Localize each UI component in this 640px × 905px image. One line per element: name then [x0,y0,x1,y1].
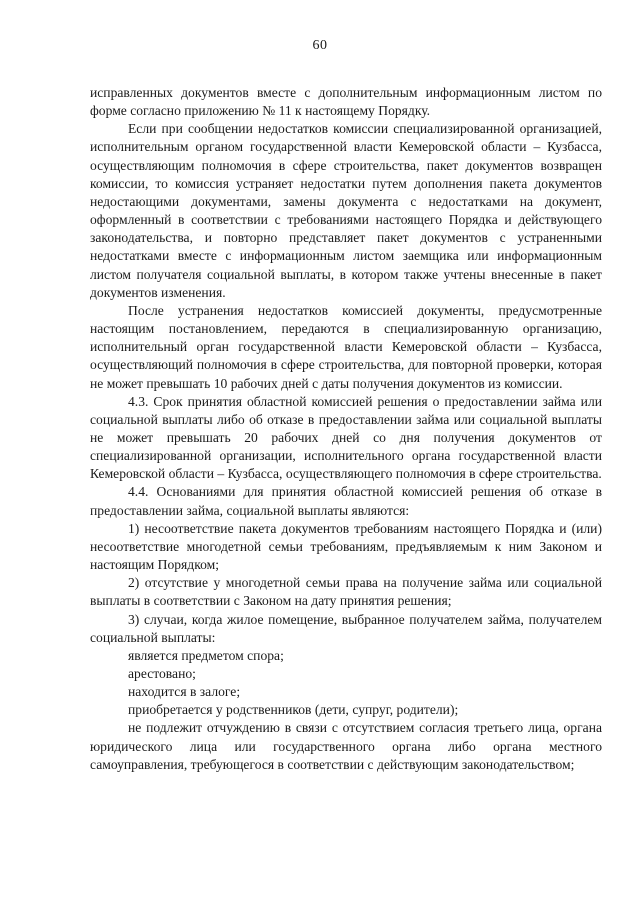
paragraph-4-3: 4.3. Срок принятия областной комиссией решения о предоставлении займа или социальной выплаты либо об отказе в предоставлении займа или социальной выплаты не может превышать 20 рабочих дней со дня получения документов от специализированной организации, исполнительного органа государственной власти Кемеровской области – Кузбасса, осуществляющего полномочия в сфере строительства. [90,393,602,482]
paragraph-return-of-documents: Если при сообщении недостатков комиссии специализированной организацией, исполнительным органом государственной власти Кемеровской области – Кузбасса, осуществляющим полномочия в сфере строительства, пакет документов возвращен комиссии, то комиссия устраняет недостатки путем дополнения пакета документов недостающими документами, замены документа с недостатками на документ, оформленный в соответствии с требованиями настоящего Порядка и действующего законодательства, и повторно представляет пакет документов с устраненными недостатками вместе с информационным листом заемщика или информационным листом получателя социальной выплаты, в котором также учтены внесенные в пакет документов изменения. [90,121,602,300]
paragraph-item-3: 3) случаи, когда жилое помещение, выбранное получателем займа, получателем социальной выплаты: [90,611,602,645]
list-item: находится в залоге; [128,684,241,700]
list-item: арестовано; [128,666,196,681]
document-body [90,84,602,774]
list-item: приобретается у родственников (дети, супруг, родители); [128,702,459,718]
page-number: 60 [312,38,328,53]
paragraph-final: не подлежит отчуждению в связи с отсутствием согласия третьего лица, органа юридического лица или государственного органа либо органа местного самоуправления, требующегося в соответствии с действующим законодательством; [90,720,602,772]
paragraph-item-2: 2) отсутствие у многодетной семьи права на получение займа или социальной выплаты в соответствии с Законом на дату принятия решения; [90,575,602,609]
paragraph-after-correction: После устранения недостатков комиссией документы, предусмотренные настоящим постановлением, передаются в специализированную организацию, исполнительный орган государственной власти Кемеровской области – Кузбасса, осуществляющий полномочия в сфере строительства, для повторной проверки, которая не может превышать 10 рабочих дней с даты получения документов из комиссии. [90,302,602,391]
paragraph-4-4: 4.4. Основаниями для принятия областной комиссией решения об отказе в предоставлении займа, социальной выплаты являются: [90,484,602,518]
paragraph-continuation: исправленных документов вместе с дополнительным информационным листом по форме согласно приложению № 11 к настоящему Порядку. [90,85,602,119]
list-item: является предметом спора; [128,647,284,663]
paragraph-item-1: 1) несоответствие пакета документов требованиям настоящего Порядка и (или) несоответствие многодетной семьи требованиям, предъявляемым к ним Законом и настоящим Порядком; [90,520,602,573]
